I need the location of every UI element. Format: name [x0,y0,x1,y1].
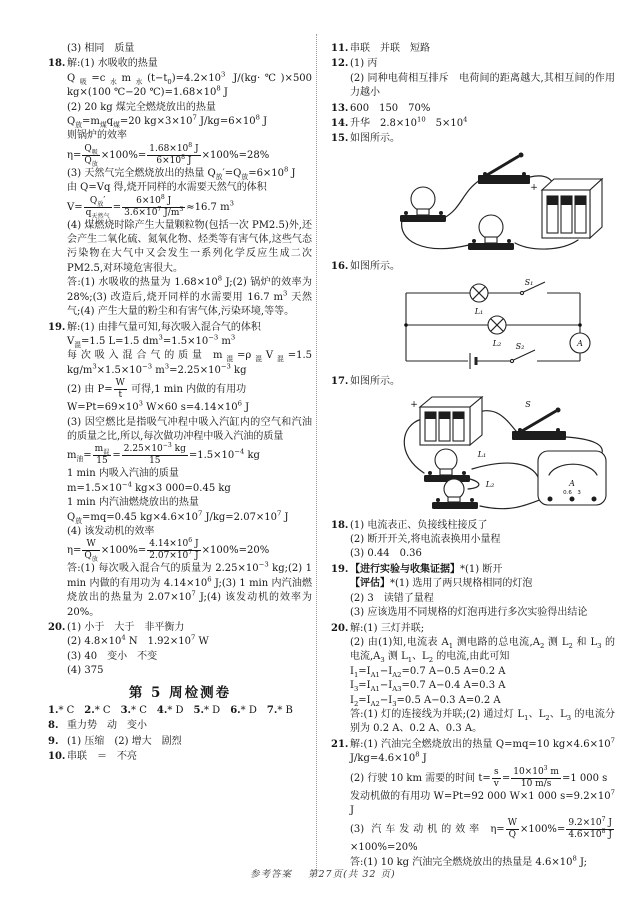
answer-line: (1) 小于 大于 非平衡力 [67,622,185,633]
item-number: 19. [48,321,66,333]
answer-line: 600 150 70% [350,102,431,114]
answer-item [331,622,615,737]
answer-item [331,132,615,253]
answer-line: 则锅炉的效率 [67,130,127,142]
answer-line: 如图所示。 [350,133,400,145]
item-number: 20. [48,622,66,633]
answer-line: $m=1.5\times 10^{-4}$ kg×3 000=0.45 kg [67,480,231,494]
lamp-1 [424,449,486,482]
answer-item [331,563,615,621]
answer-line: 解:(1) 三灯并联; [350,622,425,634]
answer-line: (3) 40 变小 不变 [67,650,158,662]
answer-item [48,719,312,733]
answer-line: (2) 由 P= $\frac{W}{t}$ 可得,1 min 内做的有用功 [67,378,247,401]
answer-line: 答:(1) 水吸收的热量为 $1.68\times 10^8$ J;(2) 锅炉的效率为 28%;(3) 改造后,烧开同样的水需要用 16.7 $m^3$ 天然气;(4) 产生大量的粉尘和有害气体,污染环境,等等。 [67,274,313,318]
item-number: 21. [331,738,349,750]
answer-item [331,738,615,870]
right-column [331,42,615,871]
answer-line: 答:(1) 10 kg 汽油完全燃烧放出的热量是 $4.6\times 10^8$ J; [350,854,587,868]
answer-item [48,750,312,764]
answer-line: $m_油=$ $\frac{m_混}{15}$ = $\frac{2.25\times 10^{-3} kg}{15}$ $=1.5\times 10^{-4}$ kg [67,442,260,467]
item-number: 8. [48,720,59,732]
answer-line: 解:(1) 水吸收的热量 [67,58,158,70]
answer-item [48,735,312,749]
answer-line: 串联 ＝ 不亮 [67,751,137,763]
answer-line: (1) 电流表正、负接线柱接反了 [350,519,488,531]
answer-item [48,704,312,718]
junction-dot [404,323,408,327]
knife-switch [512,400,566,440]
answer-item [331,117,615,131]
junction-dot [578,323,582,327]
answer-item [48,321,312,621]
answer-line: 升华 $2.8\times 10^{10}$ $5\times 10^4$ [350,115,468,130]
answer-line: $W=Pt=69\times 10^3$ W×60 $s=4.14\times 10^6$ J [67,399,250,414]
answer-line: (2) 由(1)知,电流表 $A_1$ 测电路的总电流$,A_2$ 测 $L_2$ 和 $L_3$ 的电流$,A_3$ 测 $L_1$、$L_2$ 的电流,由此可知 [350,636,616,665]
column-divider [316,34,317,872]
item-number: 15. [331,133,349,145]
lamp1-label: L₁ [474,307,484,317]
item-number: 13. [331,102,349,114]
answer-line: 发动机做的有用功 W=Pt=92 000 W×1 000 $s=9.2\times 10^7$ J [350,788,615,816]
battery-pack [530,179,602,238]
item-number: 11. [331,43,349,54]
answer-item [331,57,615,100]
answer-item [48,42,312,56]
circuit-diagram-17 [384,393,616,513]
item-number: 14. [331,118,349,130]
answer-line: η= $\frac{W}{Q_放}$ ×100%= $\frac{4.14\times 10^6 J}{2.07\times 10^7 J}$ ×100%=20% [67,537,270,564]
ammeter [538,451,606,505]
answer-line: $I_2=I_{A2}-I_3=0.5$ A−0.3 A=0.2 A [350,694,501,708]
lamp-2 [432,479,494,509]
answer-line: 每次吸入混合气的质量 $m_混=\rho_混V_混=1.5$ $kg/m^3\times 1.5\times 10^{-3}$ $m^3=2.25\times 10^{-3}$ kg [67,350,312,376]
answer-item [331,42,615,56]
switch1-label: S₁ [524,278,534,288]
answer-item [331,102,615,116]
lamp-left [400,187,446,222]
item-number: 20. [331,622,349,634]
answer-line: $I_1=I_{A1}-I_{A2}=0.7$ A−0.5 A=0.2 A [350,665,506,679]
answer-line: 重力势 动 变小 [67,720,147,732]
item-number: 18. [331,519,349,531]
item-number: 17. [331,376,349,388]
answer-line: $I_3=I_{A1}-I_{A3}=0.7$ A−0.4 A=0.3 A [350,680,506,694]
battery-plus-label: + [410,399,418,410]
answer-line: (1) 压缩 (2) 增大 剧烈 [67,735,182,747]
item-number: 19. [331,563,349,575]
answer-line: (3) 汽车发动机的效率 η= $\frac{W}{Q}$ ×100%= $\frac{9.2\times 10^7 J}{4.6\times 10^8 J}$ ×100%=20% [350,816,612,854]
answer-line: (3) 应该选用不同规格的灯泡再进行多次实验得出结论 [350,607,588,619]
answer-line: 1.* C 2.* C 3.* C 4.* D 5.* D 6.* D 7.* B [48,705,293,717]
footer-label: 参考答案 [250,869,293,880]
ammeter-label: A [577,339,583,349]
lamp-bottom [468,215,514,250]
answer-line: (3) 天然气完全燃烧放出的热量 $Q_放'=Q_放=6\times 10^8$ J [67,165,296,181]
answer-line: 【评估】*(1) 选用了两只规格相同的灯泡 [350,578,533,590]
answer-line: 如图所示。 [350,376,400,388]
battery-pack [410,397,482,445]
answer-line: 1 min 内吸入汽油的质量 [67,468,179,480]
answer-line: 解:(1) 由排气量可知,每次吸入混合气的体积 [67,321,261,333]
answer-line: (2) 同种电荷相互排斥 电荷间的距离越大,其相互间的作用力越小 [350,72,615,99]
item-number: 18. [48,58,66,70]
answer-line: 1 min 内汽油燃烧放出的热量 [67,497,199,509]
answer-line: 【进行实验与收集证据】*(1) 断开 [350,563,503,575]
item-number: 9. [48,735,59,747]
switch-label: S [525,399,531,409]
answer-line: 答:(1) 每次吸入混合气的质量为 $2.25\times 10^{-3}$ kg;(2) 1 min 内做的有用功为 $4.14\times 10^6$ J;(3) 1 min 内汽油燃烧放出的热量为 $2.07\times 10^7$ J;(4) 该发动机的效率为 20%。 [67,561,312,618]
lamp1-label: L₁ [477,449,487,459]
answer-line: 答:(1) 灯的连接线为并联;(2) 通过灯 $L_1$、$L_2$、$L_3$ 的电流分别为 0.2 A、0.2 A、0.3 A。 [350,708,616,735]
ammeter-label: A [569,478,575,488]
item-number: 16. [331,260,349,272]
answer-line: (1) 丙 [350,58,378,70]
lamp2-label: L₂ [492,339,502,349]
left-column [48,42,312,766]
answer-line: (2) 断开开关,将电流表换用小量程 [350,534,501,546]
answer-item [331,260,615,369]
answer-line: η= $\frac{Q_吸}{Q_放}$ ×100%= $\frac{1.68\times 10^8 J}{6\times 10^8 J}$ ×100%=28% [67,141,270,168]
answer-line: V= $\frac{Q_放'}{q_{天然气}}$ = $\frac{6\times 10^8 J}{3.6\times 10^7 J/m^3}$ ≈16.7 $m^3$ [67,193,234,220]
answer-line: (3) 因空燃比是指吸气冲程中吸入汽缸内的空气和汽油的质量之比,所以,每次做功冲程中吸入汽油的质量 [67,416,312,442]
answer-line: (4) 煤燃烧时除产生大量颗粒物(包括一次 PM2.5)外,还会产生二氧化硫、氮氧化物、烃类等有害气体,这些气态污染物在大气中又会发生一系列化学反应生成二次 PM2.5,对环境危害很大。 [67,219,312,274]
switch2-label: S₂ [515,342,525,352]
page-footer [250,866,396,880]
answer-item [331,375,615,512]
section-heading: 第 5 周检测卷 [128,684,232,701]
answer-item [48,621,312,679]
answer-line: (2) 3 读错了量程 [350,592,434,604]
answer-line: 由 Q=Vq 得,烧开同样的水需要天然气的体积 [67,182,267,194]
answer-line: (2) 20 kg 煤完全燃烧放出的热量 [67,101,216,113]
answer-line: 如图所示。 [350,260,400,272]
answer-line: (4) 该发动机的效率 [67,525,155,537]
item-number: 10. [48,751,66,763]
answer-item [331,519,615,562]
answer-line: (2) $4.8\times 10^4$ N $1.92\times 10^7$ W [67,634,209,648]
lamp2-label: L₂ [485,479,495,489]
answer-line: 串联 并联 短路 [350,43,430,54]
answer-line: (2) 行驶 10 km 需要的时间 t= $\frac{s}{v}$ = $\frac{10\times 10^3 m}{10 m/s}$ =1 000 s [350,764,608,789]
battery-plus-label: + [530,182,538,193]
circuit-diagram-15 [384,150,606,254]
answer-item [48,57,312,319]
answer-line: $Q_放=m_煤q_煤=20$ $kg\times 3\times 10^7$ $J/kg=6\times 10^8$ J [67,113,268,130]
footer-page-number: 第27页(共 32 页) [308,869,396,880]
schematic-wires [406,282,590,369]
item-number: 12. [331,58,349,70]
answer-line: $V_混=1.5$ L=1.5 $dm^3=1.5\times 10^{-3}$ $m^3$ [67,333,236,349]
answer-line: (3) 0.44 0.36 [350,548,422,560]
answer-line: $Q_吸=c_水m_水(t-t_0)=4.2\times 10^3$ J/(kg·℃)×500 kg×(100 ℃−20 $℃)=1.68\times 10^8$ J [67,70,313,99]
knife-switch [478,152,530,184]
answer-line: (3) 相同 质量 [67,43,135,54]
answer-line: $Q_放=mq=0.45$ $kg\times 4.6\times 10^7$ $J/kg=2.07\times 10^7$ J [67,509,289,525]
ammeter-range-label: 0.6 3 [563,489,581,496]
answer-line: 解:(1) 汽油完全燃烧放出的热量 Q=mq=10 $kg\times 4.6\times 10^7$ $J/kg=4.6\times 10^8$ J [350,736,615,765]
circuit-diagram-16 [384,277,596,369]
answer-line: (4) 375 [67,665,104,677]
